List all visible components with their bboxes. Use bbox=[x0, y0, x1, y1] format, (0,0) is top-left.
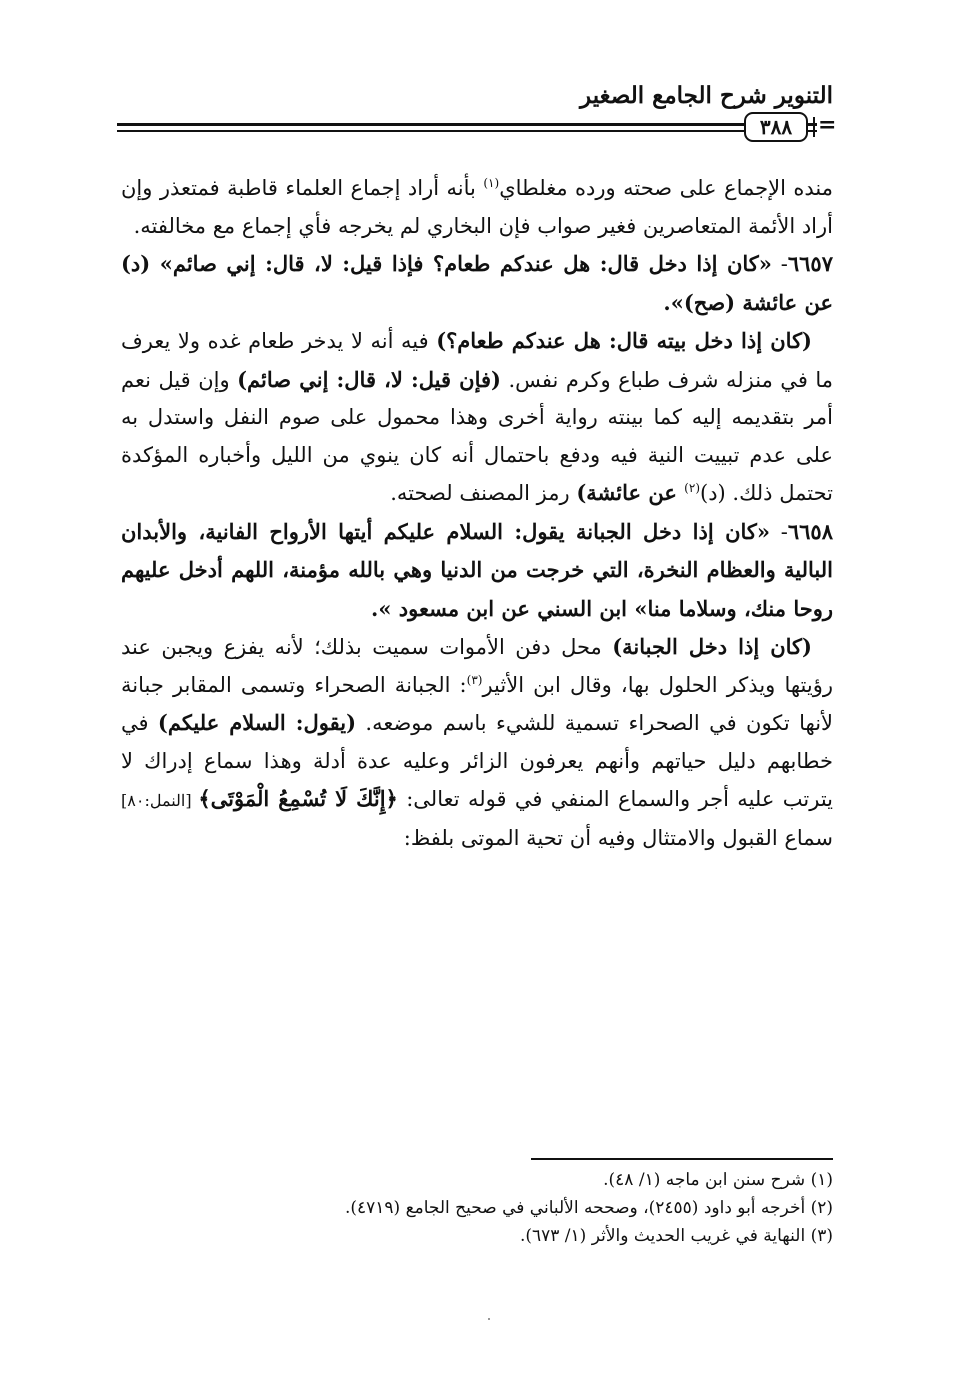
paragraph-text: : الجبانة الصحراء وتسمى المقابر جبانة لأنها تكون في الصحراء تسمية للشيء باسم موضعه. bbox=[121, 672, 834, 735]
paragraph-text: في خطابهم دليل حياتهم وأنهم يعرفون الزائر وعليه عدة أدلة وهذا سماع إدراك لا يترتب عليه أجر والسماع المنفي في قوله تعالى: bbox=[121, 711, 833, 811]
hadith-text: «كان إذا دخل قال: هل عندكم طعام؟ فإذا قيل: لا، قال: إني صائم» (د) عن عائشة (صح)». bbox=[121, 251, 833, 315]
hadith-number: ٦٦٥٨ bbox=[787, 518, 833, 544]
paragraph-text: فيه أنه لا يدخر طعام غده ولا يعرف ما في منزله شرف طباع وكرم نفس. bbox=[121, 329, 833, 392]
paragraph-text: سماع القبول والامتثال وفيه أن تحية الموتى بلفظ: bbox=[403, 825, 833, 850]
commentary-quote: (فإن قيل: لا، قال: إني صائم) bbox=[237, 366, 501, 392]
hadith-number: ٦٦٥٧ bbox=[787, 251, 833, 276]
paragraph-text: رمز المصنف لصحته. bbox=[390, 481, 577, 505]
commentary-quote: (يقول: السلام عليكم) bbox=[157, 710, 357, 735]
hadith-text: «كان إذا دخل الجبانة يقول: السلام عليكم أيتها الأرواح الفانية، والأبدان البالية والعظام النخرة، التي خرجت من الدنيا وهي بالله مؤمنة، اللهم أدخل عليهم روحا منك، وسلاما منا» ابن السني عن ابن مسعود ». bbox=[121, 518, 833, 621]
commentary-6657 bbox=[121, 322, 833, 513]
hadith-6658 bbox=[121, 513, 833, 629]
paragraph-text: وإن قيل نعم أمر بتقديمه إليه كما بينته رواية أخرى وهذا محمول على صوم النفل واستدل به على عدم تبييت النية فيه ودفع باحتمال أنه كان ينوي من الليل وأخباره المؤكدة تحتمل ذلك. (د) bbox=[121, 367, 833, 505]
commentary-6658 bbox=[121, 628, 833, 857]
verse-reference: [النمل:٨٠] bbox=[121, 791, 199, 810]
page-number: ٣٨٨ bbox=[759, 115, 793, 139]
header-rule-thin bbox=[117, 130, 817, 132]
paragraph-text: بأنه أراد إجماع العلماء قاطبة فمتعذر وإن أراد الأئمة المتعاصرين فغير صواب فإن البخاري لم يخرجه فأي إجماع مع مخالفته. bbox=[121, 176, 833, 238]
footnote-ref-3: (٣) bbox=[466, 672, 483, 687]
commentary-quote: عن عائشة) bbox=[576, 480, 685, 505]
page-number-box bbox=[744, 112, 808, 142]
hadith-6657 bbox=[121, 245, 833, 322]
main-text bbox=[121, 170, 833, 857]
footnote-separator bbox=[531, 1158, 833, 1160]
scan-speck bbox=[488, 1318, 490, 1320]
footnotes bbox=[121, 1166, 833, 1250]
page-mark: = bbox=[818, 112, 837, 138]
running-title: التنوير شرح الجامع الصغير bbox=[580, 82, 833, 109]
quran-verse: ﴿إِنَّكَ لَا تُسْمِعُ الْمَوْتَى﴾ bbox=[198, 786, 398, 811]
footnote-2: (٢) أخرجه أبو داود (٢٤٥٥)، وصححه الألباني في صحيح الجامع (٤٧١٩). bbox=[344, 1198, 833, 1218]
footnote-3: (٣) النهاية في غريب الحديث والأثر (١/ ٦٧٣). bbox=[519, 1226, 833, 1246]
paragraph-intro bbox=[121, 170, 833, 245]
hadith-dash: - bbox=[771, 252, 788, 276]
header-rule-thick bbox=[117, 123, 817, 126]
hadith-dash: - bbox=[770, 519, 788, 544]
footnote-1: (١) شرح سنن ابن ماجه (١/ ٤٨). bbox=[603, 1170, 833, 1190]
footnote-ref-2: (٢) bbox=[684, 481, 700, 495]
paragraph-text: منده الإجماع على صحته ورده مغلطاي bbox=[499, 176, 833, 200]
commentary-quote: (كان إذا دخل بيته قال: هل عندكم طعام؟) bbox=[436, 328, 812, 353]
paragraph-text: محل دفن الأموات سميت بذلك؛ لأنه يفزع ويجبن عند رؤيتها ويذكر الحلول بها، وقال ابن الأثير bbox=[121, 635, 833, 697]
footnote-ref-1: (١) bbox=[483, 176, 500, 190]
commentary-quote: (كان إذا دخل الجبانة) bbox=[612, 634, 812, 659]
